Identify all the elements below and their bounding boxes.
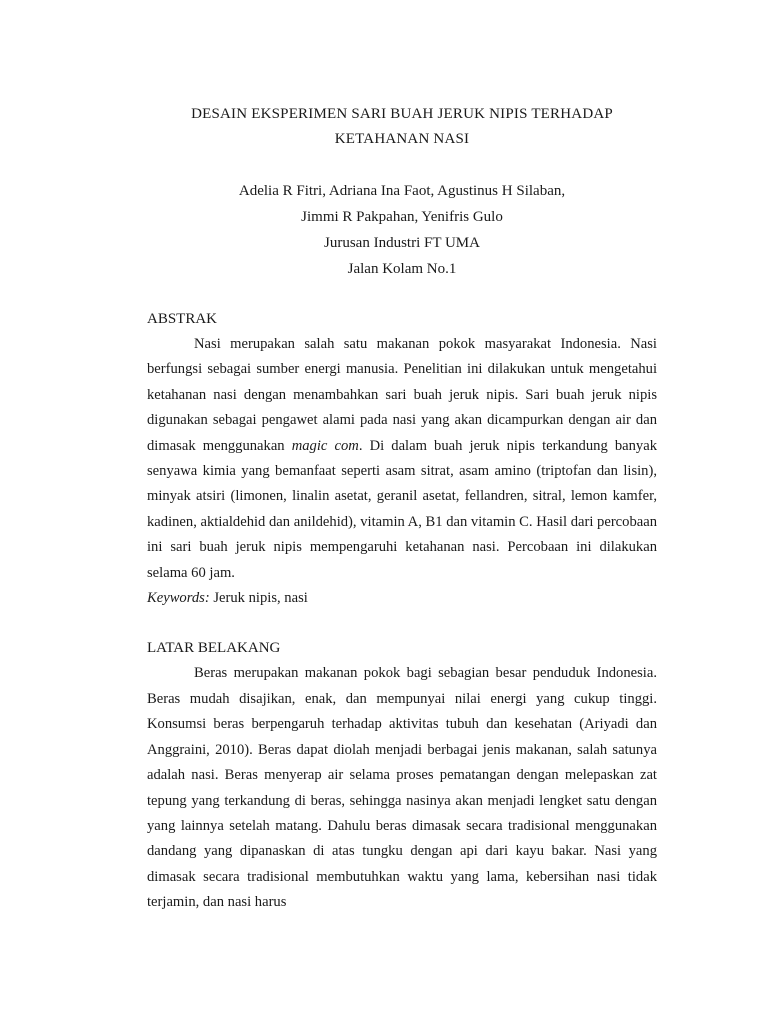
address: Jalan Kolam No.1 [347, 261, 457, 277]
title-line-2: KETAHANAN NASI [334, 131, 470, 147]
keywords-label: Keywords: [147, 590, 210, 607]
abstract-text-part-1: Nasi merupakan salah satu makanan pokok masyarakat Indonesia. Nasi berfungsi sebagai sumber energi manusia. Penelitian ini dilakukan untuk mengetahui ketahanan nasi dengan menambahkan sari buah jeruk nipis. Sari buah jeruk nipis digunakan sebagai pengawet alami pada nasi yang akan dicampurkan dengan air dan dimasak menggunakan [147, 336, 657, 454]
affiliation: Jurusan Industri FT UMA [324, 235, 480, 251]
abstract-heading: ABSTRAK [147, 311, 218, 327]
abstract-paragraph [147, 332, 657, 586]
paper-title [147, 102, 657, 152]
authors-line-1: Adelia R Fitri, Adriana Ina Faot, Agustinus H Silaban, [238, 183, 566, 199]
abstract-text-part-2: . Di dalam buah jeruk nipis terkandung banyak senyawa kimia yang bemanfaat seperti asam sitrat, asam amino (triptofan dan lisin), minyak atsiri (limonen, linalin asetat, geranil asetat, fellandren, sitral, lemon kamfer, kadinen, aktialdehid dan anildehid), vitamin A, B1 dan vitamin C. Hasil dari percobaan ini sari buah jeruk nipis mempengaruhi ketahanan nasi. Percobaan ini dilakukan selama 60 jam. [147, 437, 657, 581]
background-paragraph: Beras merupakan makanan pokok bagi sebagian besar penduduk Indonesia. Beras mudah disajikan, enak, dan mempunyai nilai energi yang cukup tinggi. Konsumsi beras berpengaruh terhadap aktivitas tubuh dan kesehatan (Ariyadi dan Anggraini, 2010). Beras dapat diolah menjadi berbagai jenis makanan, salah satunya adalah nasi. Beras menyerap air selama proses pematangan dengan melepaskan zat tepung yang terkandung di beras, sehingga nasinya akan menjadi lengket satu dengan yang lainnya setelah matang. Dahulu beras dimasak secara tradisional menggunakan dandang yang dipanaskan di atas tungku dengan api dari kayu bakar. Nasi yang dimasak secara tradisional membutuhkan waktu yang lama, kebersihan nasi tidak terjamin, dan nasi harus [147, 665, 657, 911]
abstract-italic-term: magic com [291, 437, 359, 454]
keywords-line [147, 586, 657, 611]
title-line-1: DESAIN EKSPERIMEN SARI BUAH JERUK NIPIS TERHADAP [191, 106, 613, 122]
background-heading: LATAR BELAKANG [147, 640, 281, 657]
author-block [147, 178, 657, 282]
keywords-value: Jeruk nipis, nasi [209, 590, 308, 607]
authors-line-2: Jimmi R Pakpahan, Yenifris Gulo [301, 209, 503, 225]
document-page [147, 102, 657, 916]
